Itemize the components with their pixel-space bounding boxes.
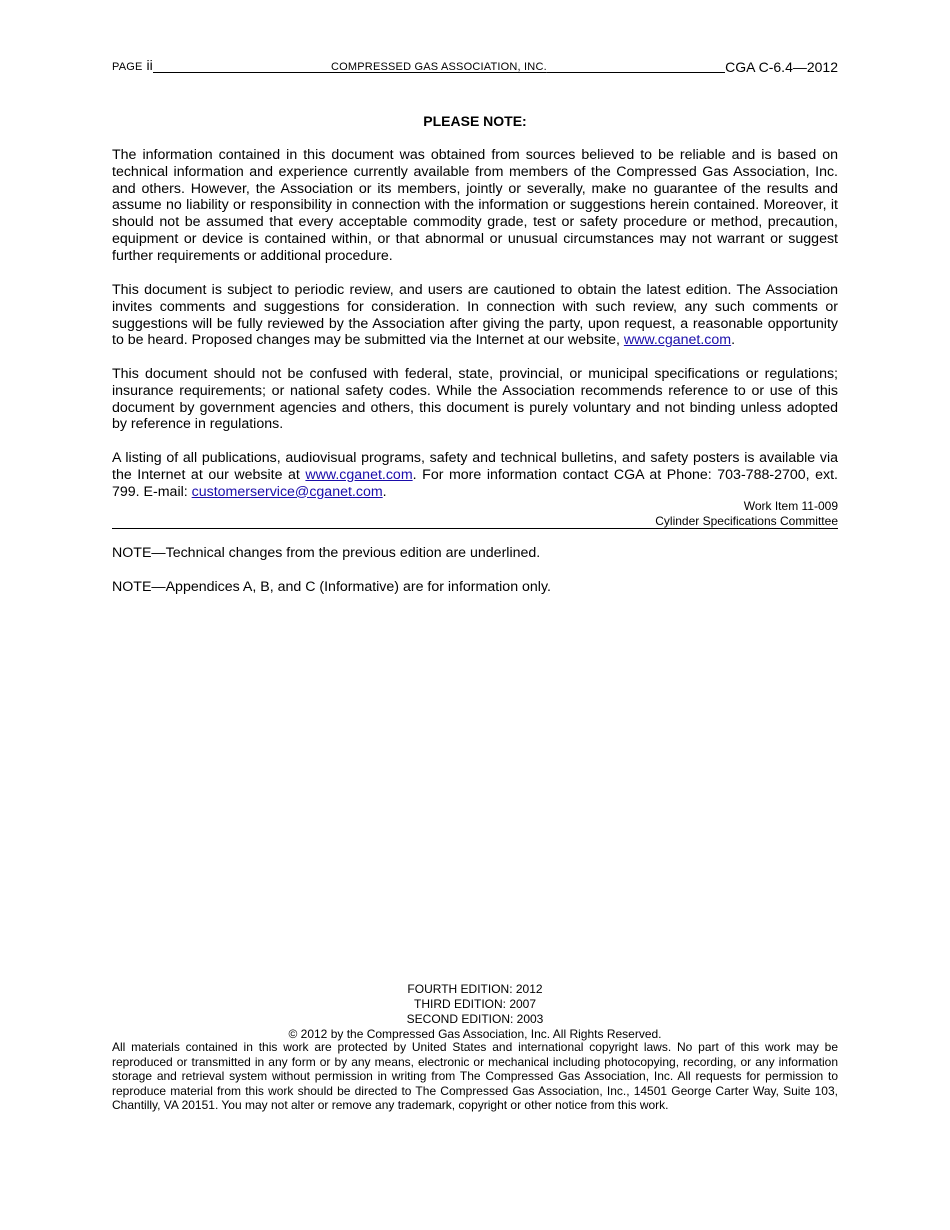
edition-line: SECOND EDITION: 2003 <box>406 1012 544 1026</box>
website-link-2[interactable]: www.cganet.com <box>305 466 413 483</box>
copyright-notice: All materials contained in this work are protected by United States and international copyright laws. No part of this work may be reproduced or transmitted in any form or by any means, electronic or mechanical including photocopying, recording, or any information storage and retrieval system without permission in writing from The Compressed Gas Association, Inc. All requests for permission to reproduce material from this work should be directed to The Compressed Gas Association, Inc., 14501 George Carter Way, Suite 103, Chantilly, VA 20151. You may not alter or remove any trademark, copyright or other notice from this work. <box>112 1040 838 1113</box>
paragraph-regulations: This document should not be confused with federal, state, provincial, or municipal specifications or regulations; insurance requirements; or national safety codes. While the Association recommends reference to or use of this document by government agencies and others, this document is purely voluntary and not binding unless adopted by reference in regulations. <box>112 366 838 433</box>
running-header <box>112 57 838 75</box>
section-divider <box>112 528 838 529</box>
page-number: ii <box>146 57 153 73</box>
punctuation: . <box>731 332 736 349</box>
document-id: CGA C-6.4—2012 <box>725 59 839 75</box>
document-page <box>112 0 838 1230</box>
page-label <box>112 57 153 75</box>
paragraph-publications-text: A listing of all publications, audiovisual programs, safety and technical bulletins, and safety posters is available via the Internet at our website at <box>112 450 838 483</box>
email-link[interactable]: customerservice@cganet.com <box>191 483 383 500</box>
paragraph-disclaimer: The information contained in this document was obtained from sources believed to be reliable and is based on technical information and experience currently available from members of the Compressed Gas Association, Inc. and others. However, the Association or its members, jointly or severally, make no guarantee of the results and assume no liability or responsibility in connection with the information or suggestions herein contained. Moreover, it should not be assumed that every acceptable commodity grade, test or safety procedure or method, precaution, equipment or device is contained within, or that abnormal or unusual circumstances may not warrant or suggest further requirements or additional procedure. <box>112 147 838 264</box>
website-link[interactable]: www.cganet.com <box>623 332 732 349</box>
page-prefix: PAGE <box>112 61 143 73</box>
note-appendices: NOTE—Appendices A, B, and C (Informative) are for information only. <box>112 579 551 595</box>
edition-line: THIRD EDITION: 2007 <box>413 997 537 1011</box>
publisher-name <box>331 57 547 75</box>
work-item-block <box>655 499 838 529</box>
committee-name: Cylinder Specifications Committee <box>655 514 838 528</box>
header-rule-right <box>547 58 725 73</box>
header-rule-left <box>153 58 331 73</box>
note-technical-changes: NOTE—Technical changes from the previous edition are underlined. <box>112 545 541 561</box>
punctuation: . <box>382 483 387 500</box>
page-title: PLEASE NOTE: <box>423 113 527 129</box>
publisher-text: COMPRESSED GAS ASSOCIATION, INC. <box>331 61 547 73</box>
paragraph-contact-text: . For more information contact CGA at Phone: 703-788-2700, ext. 799. E-mail: <box>112 466 838 500</box>
copyright-line: © 2012 by the Compressed Gas Association, Inc. All Rights Reserved. <box>288 1027 662 1041</box>
paragraph-review <box>112 282 838 349</box>
edition-line: FOURTH EDITION: 2012 <box>407 982 543 996</box>
work-item-number: Work Item 11-009 <box>743 499 838 513</box>
paragraph-publications <box>112 450 838 500</box>
edition-history <box>112 982 838 1042</box>
paragraph-review-text: This document is subject to periodic review, and users are cautioned to obtain the latest edition. The Association invites comments and suggestions for consideration. In connection with such review, any such comments or suggestions will be fully reviewed by the Association after giving the party, upon request, a reasonable opportunity to be heard. Proposed changes may be submitted via the Internet at our website, <box>112 282 838 349</box>
